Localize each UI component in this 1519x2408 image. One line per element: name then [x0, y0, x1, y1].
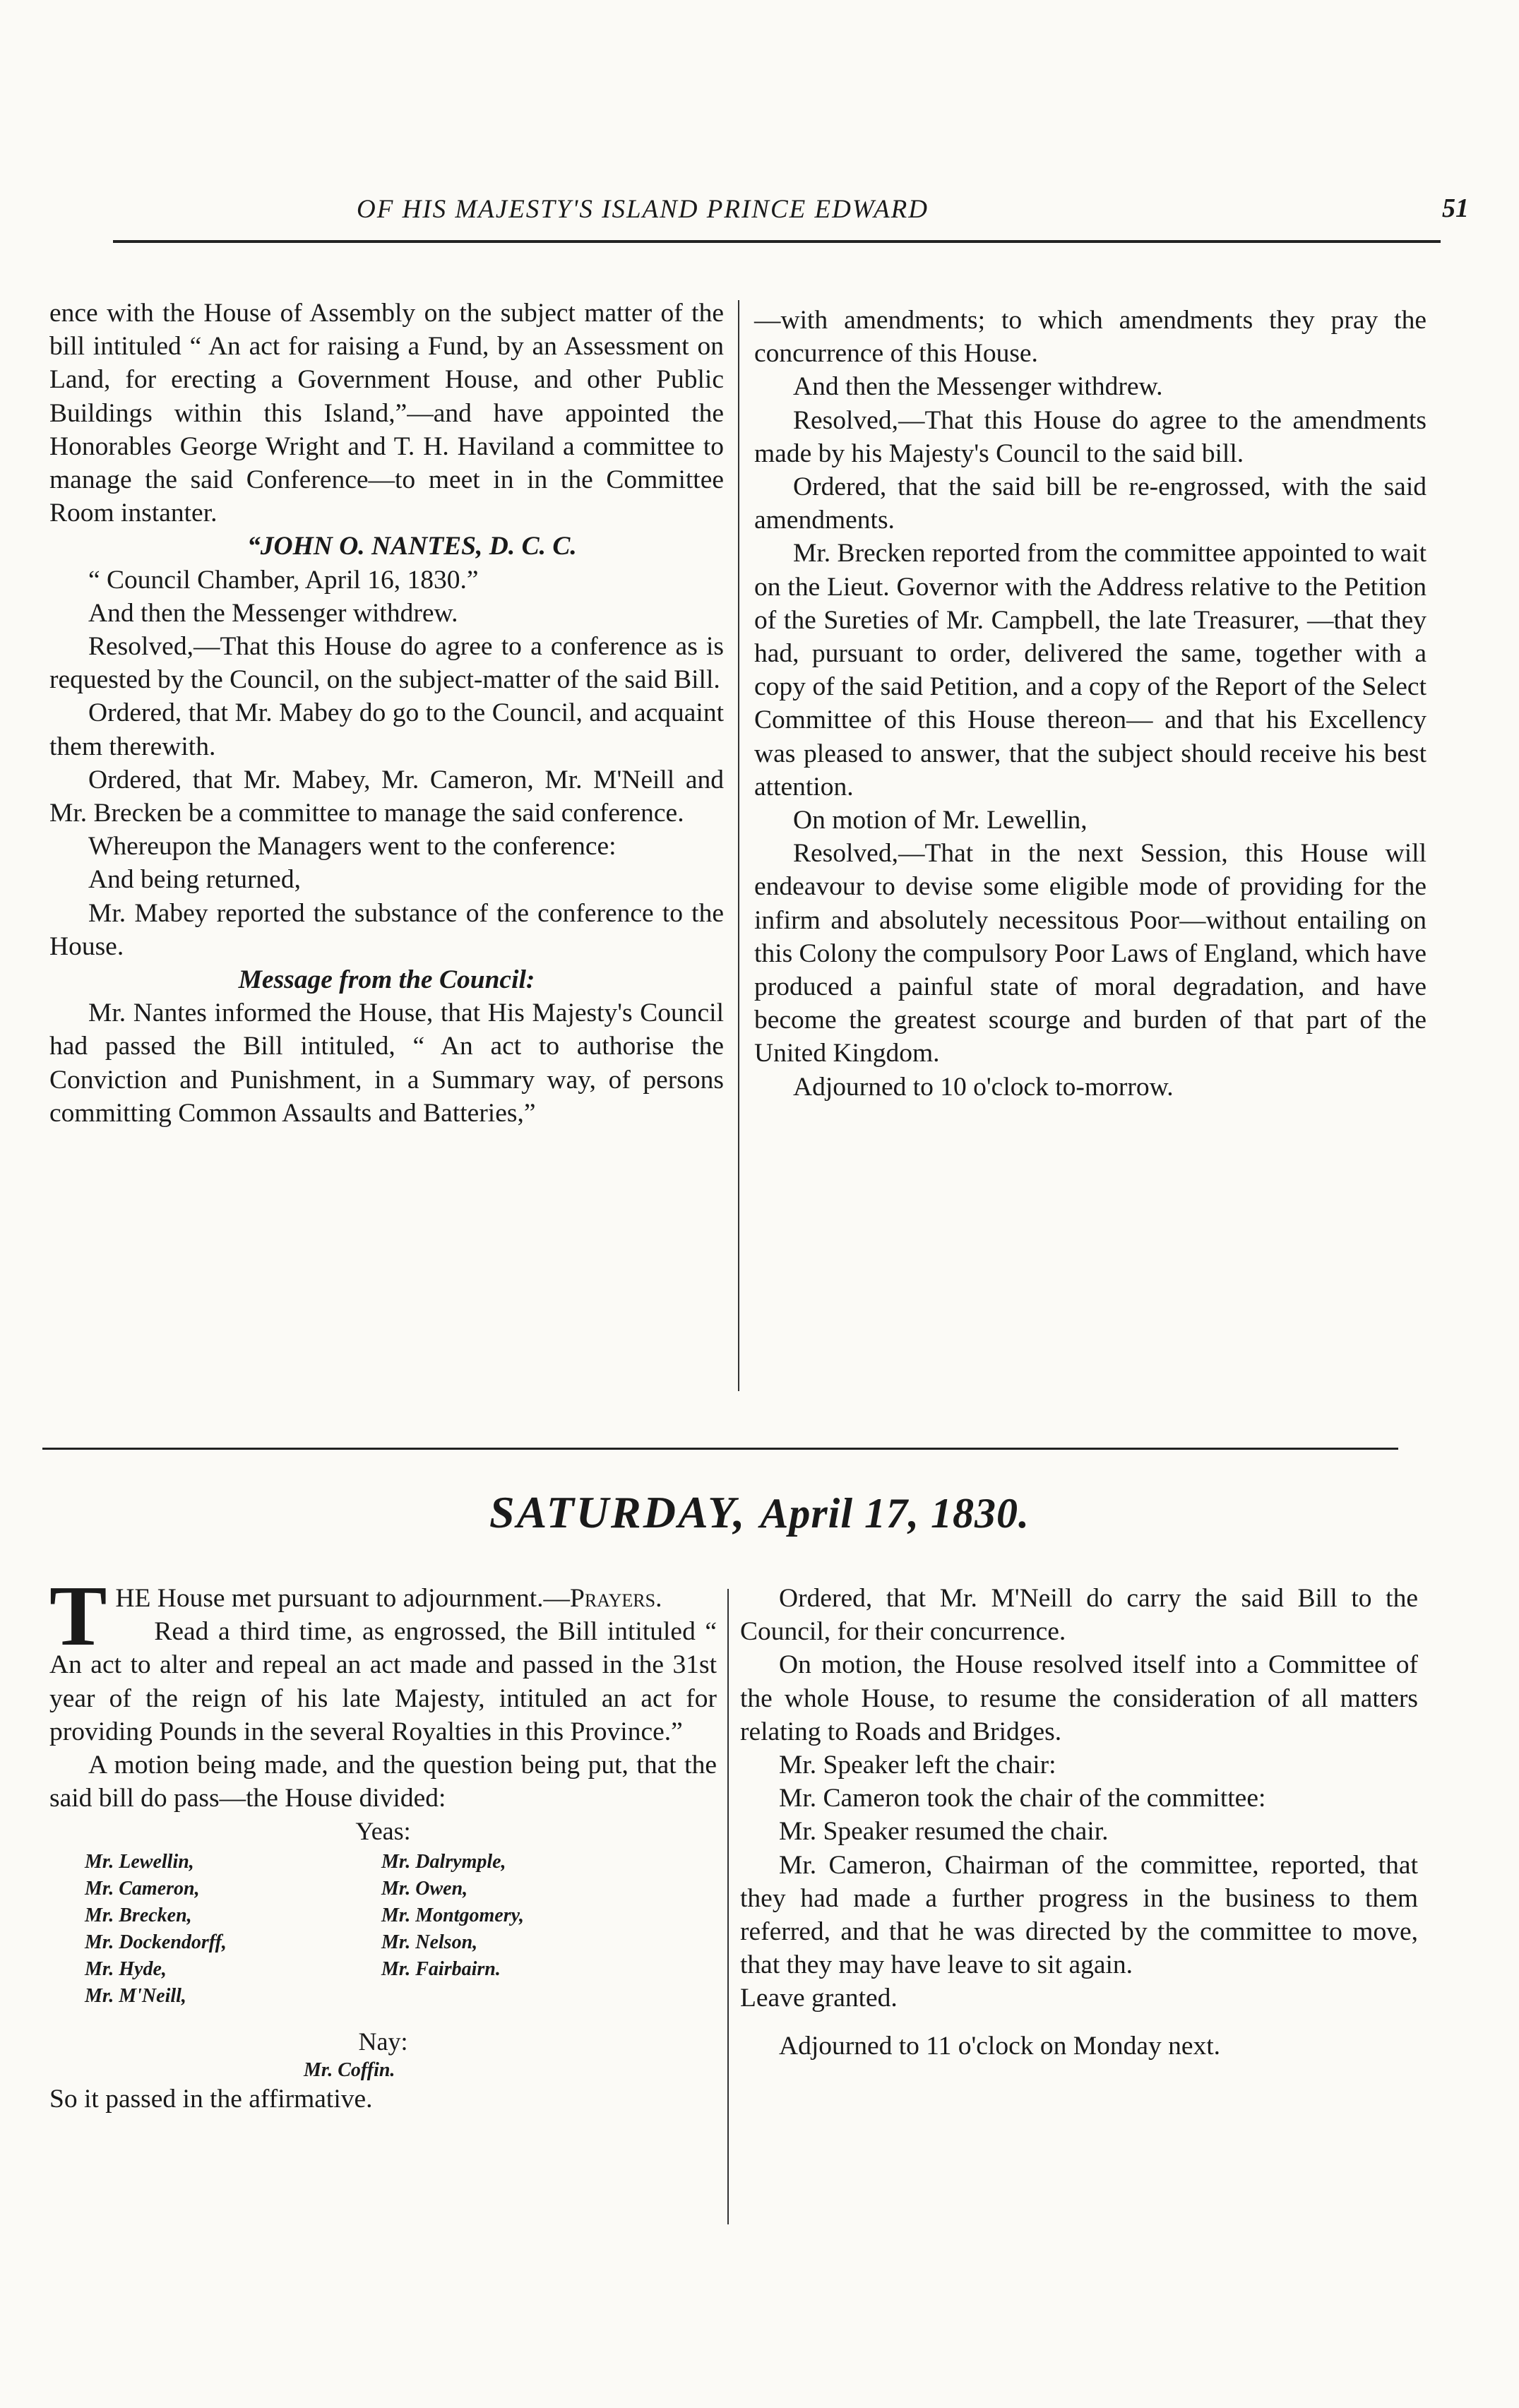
- spacer: [740, 2015, 1418, 2029]
- prayers-label: Prayers.: [570, 1584, 662, 1613]
- paragraph: Adjourned to 10 o'clock to-morrow.: [793, 1072, 1174, 1102]
- heading-date: April 17, 1830.: [760, 1490, 1030, 1537]
- heading-day: SATURDAY,: [489, 1487, 747, 1537]
- paragraph: Mr. Brecken reported from the committee appointed to wait on the Lieut. Governor with the Address relative to the Petition of the Sureties of Mr. Campbell, the late Treasurer, —that they had, pursuant to order, delivered the same, together with a copy of the said Petition, and a copy of the Report of the Select Committee of this House thereon— and that his Excellency was pleased to answer, that the subject should receive his best attention.: [754, 539, 1426, 801]
- lower-right-column: [740, 1582, 1418, 2063]
- paragraph: Whereupon the Managers went to the conference:: [88, 832, 616, 862]
- paragraph: Ordered, that Mr. Mabey do go to the Council, and acquaint them therewith.: [49, 698, 724, 761]
- section-subheading: Message from the Council:: [238, 965, 535, 995]
- paragraph: Resolved,—That in the next Session, this House will endeavour to devise some eligible mode of providing for the infirm and absolutely necessitous Poor—without entailing on this Colony the compulsory Poor Laws of England, which have produced a painful state of moral degradation, and have become the greatest scourge and burden of that part of the United Kingdom.: [754, 839, 1426, 1068]
- header-rule: [113, 240, 1441, 243]
- member-name: Mr. Cameron,: [85, 1877, 200, 1900]
- dateline: “ Council Chamber, April 16, 1830.”: [88, 565, 479, 595]
- upper-right-column: [754, 304, 1426, 1104]
- member-name: Mr. Brecken,: [85, 1904, 192, 1926]
- nay-member: Mr. Coffin.: [304, 2058, 395, 2081]
- yeas-left: [85, 1849, 227, 2010]
- paragraph: ence with the House of Assembly on the subject matter of the bill intituled “ An act for raising a Fund, by an Assessment on Land, for erecting a Government House, and other Public Buildings within this Island,”—and have appointed the Honorables George Wright and T. H. Haviland a committee to manage the said Conference—to meet in in the Committee Room instanter.: [49, 299, 724, 528]
- paragraph: On motion of Mr. Lewellin,: [793, 806, 1088, 835]
- paragraph: Ordered, that Mr. Mabey, Mr. Cameron, Mr. M'Neill and Mr. Brecken be a committee to manage the said conference.: [49, 765, 724, 828]
- opening-text: HE House met pursuant to adjournment.—: [115, 1584, 571, 1613]
- paragraph: On motion, the House resolved itself into a Committee of the whole House, to resume the consideration of all matters relating to Roads and Bridges.: [740, 1650, 1418, 1746]
- paragraph: Mr. Nantes informed the House, that His Majesty's Council had passed the Bill intituled, “ An act to authorise the Conviction and Punishment, in a Summary way, of persons committing Common Assaults and Batteries,”: [49, 999, 724, 1128]
- member-name: Mr. Fairbairn.: [381, 1957, 501, 1980]
- member-name: Mr. Montgomery,: [381, 1904, 524, 1926]
- member-name: Mr. Dalrymple,: [381, 1850, 506, 1873]
- upper-left-column: [49, 297, 724, 1130]
- signature: “JOHN O. NANTES, D. C. C.: [247, 532, 577, 561]
- column-divider: [727, 1589, 729, 2224]
- paragraph: Mr. Speaker resumed the chair.: [779, 1817, 1109, 1847]
- paragraph: And then the Messenger withdrew.: [793, 372, 1163, 402]
- drop-cap: T: [49, 1568, 107, 1664]
- yeas-heading: Yeas:: [355, 1817, 411, 1846]
- paragraph: And then the Messenger withdrew.: [88, 598, 458, 628]
- member-name: Mr. Dockendorff,: [85, 1931, 227, 1953]
- paragraph: Mr. Mabey reported the substance of the conference to the House.: [49, 898, 724, 961]
- paragraph: Mr. Speaker left the chair:: [779, 1751, 1056, 1780]
- paragraph: Adjourned to 11 o'clock on Monday next.: [779, 2031, 1221, 2061]
- paragraph: Mr. Cameron, Chairman of the committee, reported, that they had made a further progress in the business to them referred, and that he was directed by the committee to move, that they may have leave to sit again.: [740, 1850, 1418, 1980]
- paragraph: Resolved,—That this House do agree to a conference as is requested by the Council, on the subject-matter of the said Bill.: [49, 632, 724, 695]
- member-name: Mr. Owen,: [381, 1877, 468, 1900]
- paragraph: Mr. Cameron took the chair of the committee:: [779, 1784, 1266, 1813]
- paragraph: —with amendments; to which amendments they pray the concurrence of this House.: [754, 306, 1426, 369]
- paragraph: Leave granted.: [740, 1984, 898, 2013]
- paragraph: A motion being made, and the question being put, that the said bill do pass—the House divided:: [49, 1751, 717, 1813]
- page-number: 51: [1442, 193, 1469, 223]
- member-name: Mr. M'Neill,: [85, 1984, 186, 2007]
- member-name: Mr. Hyde,: [85, 1957, 167, 1980]
- lower-left-column: [49, 1568, 717, 2116]
- opening-paragraph: [49, 1568, 717, 1664]
- section-rule: [42, 1448, 1398, 1450]
- day-heading: [0, 1486, 1519, 1539]
- paragraph: Ordered, that the said bill be re-engrossed, with the said amendments.: [754, 472, 1426, 535]
- yeas-list: [49, 1849, 717, 2025]
- running-head: OF HIS MAJESTY'S ISLAND PRINCE EDWARD: [357, 195, 929, 224]
- paragraph: Read a third time, as engrossed, the Bill intituled “ An act to alter and repeal an act made and passed in the 31st year of the reign of his late Majesty, intituled an act for providing Pounds in the several Royalties in this Province.”: [49, 1617, 717, 1746]
- result-line: So it passed in the affirmative.: [49, 2084, 373, 2114]
- member-name: Mr. Nelson,: [381, 1931, 478, 1953]
- paragraph: Ordered, that Mr. M'Neill do carry the said Bill to the Council, for their concurrence.: [740, 1584, 1418, 1647]
- column-divider: [738, 300, 739, 1391]
- paragraph: Resolved,—That this House do agree to the amendments made by his Majesty's Council to the said bill.: [754, 405, 1426, 468]
- member-name: Mr. Lewellin,: [85, 1850, 194, 1873]
- paragraph: And being returned,: [88, 865, 301, 895]
- nay-heading: Nay:: [358, 2027, 408, 2056]
- yeas-right: [381, 1849, 524, 1983]
